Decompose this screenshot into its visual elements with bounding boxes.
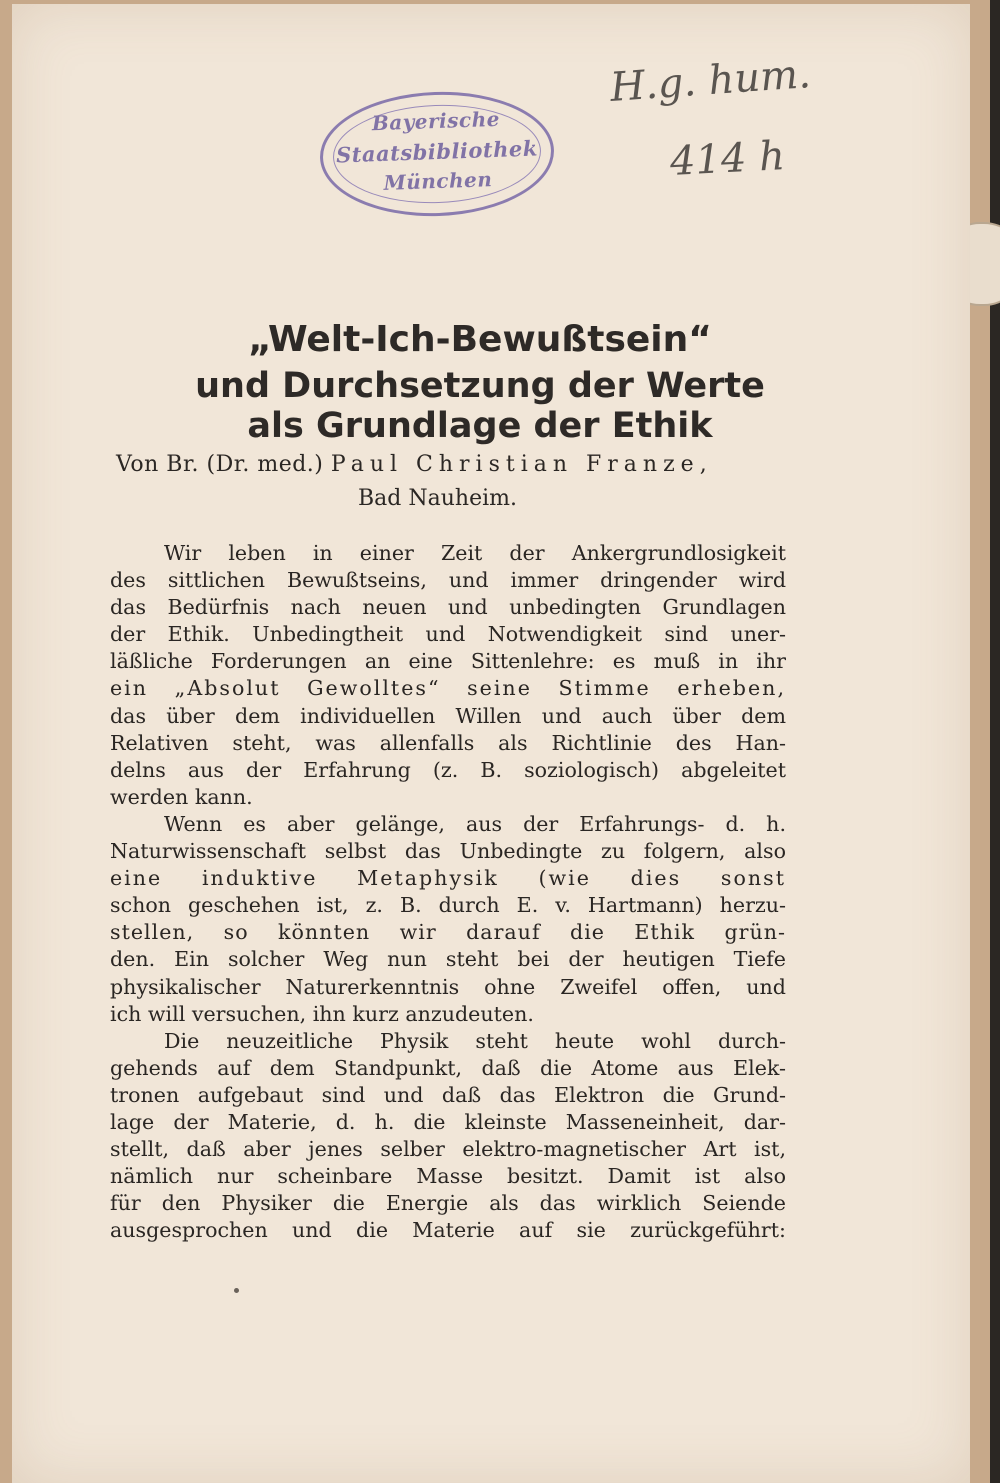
body-line: der Ethik. Unbedingtheit und Notwendigkeit sind uner-	[110, 622, 786, 647]
body-line: ein „Absolut Gewolltes“ seine Stimme erheben,	[110, 676, 786, 701]
byline-author: Paul Christian Franze,	[330, 452, 713, 477]
body-line: schon geschehen ist, z. B. durch E. v. Hartmann) herzu-	[110, 893, 786, 918]
ink-speck	[234, 1288, 239, 1293]
body-line: werden kann.	[110, 784, 253, 809]
body-line: eine induktive Metaphysik (wie dies sonst	[110, 866, 786, 891]
handwritten-shelfmark	[608, 51, 830, 218]
body-line: ausgesprochen und die Materie auf sie zurückgeführt:	[110, 1218, 786, 1243]
body-line: Naturwissenschaft selbst das Unbedingte zu folgern, also	[110, 839, 786, 864]
byline-prefix: Von Br. (Dr. med.)	[116, 452, 324, 477]
shelfmark-line-2: 414 h	[668, 133, 786, 185]
body-line: den. Ein solcher Weg nun steht bei der heutigen Tiefe	[110, 947, 786, 972]
body-line: ich will versuchen, ihn kurz anzudeuten.	[110, 1001, 534, 1026]
body-line: das über dem individuellen Willen und auch über dem	[110, 703, 786, 728]
shelfmark-line-1: H.g. hum.	[608, 51, 813, 111]
body-line: Die neuzeitliche Physik steht heute wohl durch-	[164, 1028, 786, 1053]
body-line: für den Physiker die Energie als das wirklich Seiende	[110, 1191, 786, 1216]
body-text	[110, 540, 786, 1244]
body-line: läßliche Forderungen an eine Sittenlehre: es muß in ihr	[110, 649, 786, 674]
body-line: physikalischer Naturerkenntnis ohne Zweifel offen, und	[110, 974, 786, 999]
body-line: Relativen steht, was allenfalls als Richtlinie des Han-	[110, 730, 786, 755]
body-line: des sittlichen Bewußtseins, und immer dringender wird	[110, 568, 786, 593]
title-line-3: als Grundlage der Ethik	[247, 406, 713, 446]
title-line-2: und Durchsetzung der Werte	[195, 366, 765, 406]
body-line: Wir leben in einer Zeit der Ankergrundlosigkeit	[164, 541, 786, 565]
body-line: Wenn es aber gelänge, aus der Erfahrungs- d. h.	[164, 811, 786, 836]
body-line: delns aus der Erfahrung (z. B. soziologisch) abgeleitet	[110, 757, 786, 782]
body-line: stellen, so könnten wir darauf die Ethik grün-	[110, 920, 786, 945]
stamp-line-2: Staatsbibliothek	[335, 135, 539, 168]
body-line: lage der Materie, d. h. die kleinste Masseneinheit, dar-	[110, 1109, 786, 1134]
body-line: nämlich nur scheinbare Masse besitzt. Damit ist also	[110, 1164, 786, 1189]
byline	[116, 452, 856, 477]
body-line: stellt, daß aber jenes selber elektro-magnetischer Art ist,	[110, 1137, 786, 1162]
title-line-1: „Welt-Ich-Bewußtsein“	[248, 319, 712, 360]
body-line: gehends auf dem Standpunkt, daß die Atome aus Elek-	[110, 1055, 786, 1080]
stamp-line-1: Bayerische	[371, 106, 501, 136]
stamp-line-3: München	[383, 167, 493, 195]
body-line: tronen aufgebaut sind und daß das Elektron die Grund-	[110, 1082, 786, 1107]
body-line: das Bedürfnis nach neuen und unbedingten Grundlagen	[110, 595, 786, 620]
byline-location: Bad Nauheim.	[358, 486, 517, 511]
